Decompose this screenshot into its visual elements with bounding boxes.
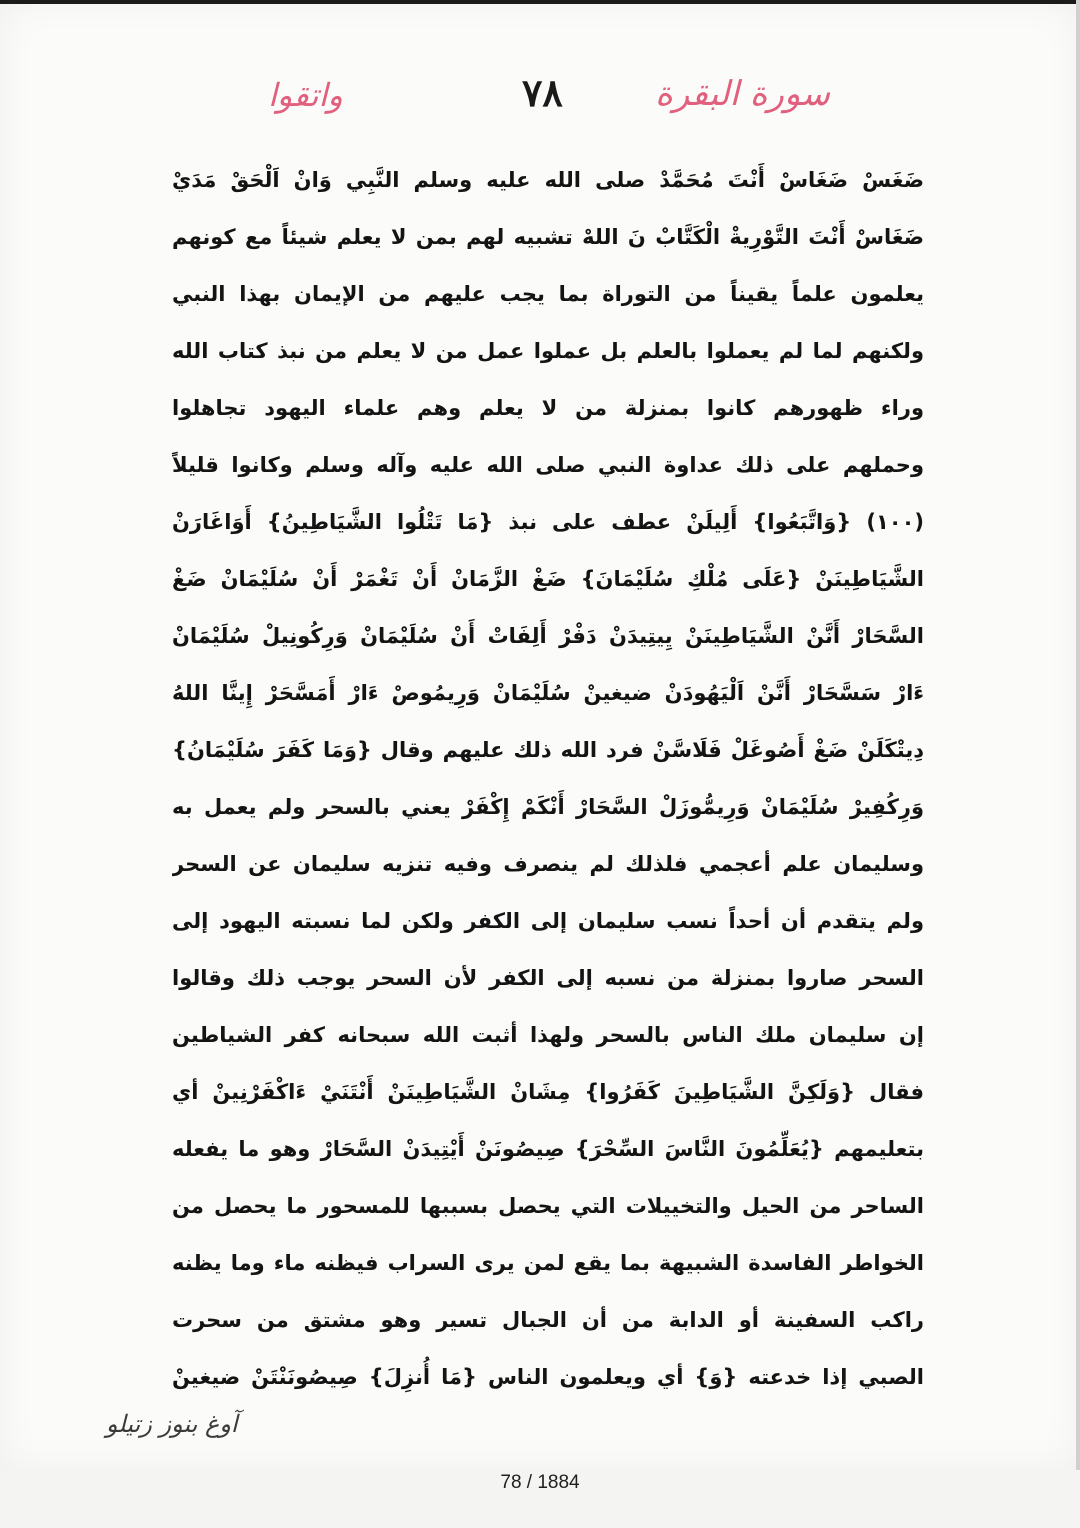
- text-line: إن سليمان ملك الناس بالسحر ولهذا أثبت الله سبحانه كفر الشياطين: [172, 1023, 924, 1047]
- footer-catchword: آوغ بنوز زتيلو: [106, 1410, 238, 1438]
- header-catchword: واتقوا: [268, 76, 343, 114]
- text-line: الصبي إذا خدعته {وَ} أي ويعلمون الناس {مَا أُنزِلَ} صِيصُونَنْتَنْ ضيغينْ: [172, 1365, 924, 1389]
- text-line: راكب السفينة أو الدابة من أن الجبال تسير وهو مشتق من سحرت: [172, 1308, 924, 1332]
- text-line: الشَّيَاطِينَنْ {عَلَى مُلْكِ سُلَيْمَانَ} ضَغْ الزَّمَانْ أَنْ تَغْمَرْ أَنْ سُلَيْمَانْ ضَغْ: [172, 567, 924, 591]
- text-line: بتعليمهم {يُعَلِّمُونَ النَّاسَ السِّحْرَ} صِيصُونَنْ أَيْتِيدَنْ السَّحَارْ وهو ما يفعله: [172, 1137, 924, 1161]
- text-line: ضَغَاسْ أَنْتَ التَّوْرِيةْ الْكَتَّابْ نَ اللهْ تشبيه لهم بمن لا يعلم شيئاً مع كونهم: [172, 225, 924, 249]
- text-line: فقال {وَلَكِنَّ الشَّيَاطِينَ كَفَرُوا} مِشَانْ الشَّيَاطِينَنْ أَنْتَنَيْ ءَاكْفَرْنِينْ أي: [172, 1080, 924, 1104]
- text-line: السحر صاروا بمنزلة من نسبه إلى الكفر لأن السحر يوجب ذلك وقالوا: [172, 966, 924, 990]
- text-line: وحملهم على ذلك عداوة النبي صلى الله عليه وآله وسلم وكانوا قليلاً: [172, 453, 924, 477]
- text-line: السَّحَارْ أَنَّنْ الشَّيَاطِينَنْ يِيتِيدَنْ دَفْرْ أَلِفَاتْ أَنْ سُلَيْمَانْ وَرِكُونِيلْ سُلَيْمَانْ: [172, 624, 924, 648]
- text-line: (١٠٠) {وَاتَّبَعُوا} أَلِيلَنْ عطف على نبذ {مَا تَتْلُوا الشَّيَاطِينُ} أَوَاغَارَنْ: [172, 510, 924, 534]
- text-line: ءَارْ سَسَّحَارْ أَنَّنْ اَلْيَهُودَنْ ضيغينْ سُلَيْمَانْ وَرِيمُوصْ ءَارْ أَمَسَّحَرْ إِينَّا اللهُ: [172, 681, 924, 705]
- text-line: ضَغَسْ ضَغَاسْ أَنْتَ مُحَمَّدْ صلى الله عليه وسلم النَّبِي وَانْ اَلْحَقْ مَدَيْ: [172, 168, 924, 192]
- body-text: [172, 152, 924, 1406]
- page-counter: 78 / 1884: [500, 1472, 580, 1493]
- page-number: ٧٨: [522, 70, 563, 115]
- text-line: وراء ظهورهم كانوا بمنزلة من لا يعلم وهم علماء اليهود تجاهلوا: [172, 396, 924, 420]
- text-line: وَرِكُفِيرْ سُلَيْمَانْ وَرِيمُّوزَلْ السَّحَارْ أَنْكَمْ إِكْفَرْ يعني بالسحر ولم يعمل به: [172, 795, 924, 819]
- text-line: الساحر من الحيل والتخييلات التي يحصل بسببها للمسحور ما يحصل من: [172, 1194, 924, 1218]
- text-line: وسليمان علم أعجمي فلذلك لم ينصرف وفيه تنزيه سليمان عن السحر: [172, 852, 924, 876]
- page-top-edge: [0, 0, 1080, 4]
- surah-name-heading: سورة البقرة: [655, 74, 830, 114]
- text-line: يعلمون علماً يقيناً من التوراة بما يجب عليهم من الإيمان بهذا النبي: [172, 282, 924, 306]
- text-line: ولم يتقدم أن أحداً نسب سليمان إلى الكفر ولكن لما نسبته اليهود إلى: [172, 909, 924, 933]
- text-line: دِيتْكَلَنْ ضَغْ أَصُوغَلْ فَلَاسَّنْ فرد الله ذلك عليهم وقال {وَمَا كَفَرَ سُلَيْمَانُ}: [172, 738, 924, 762]
- page-header: [0, 70, 1080, 140]
- text-line: الخواطر الفاسدة الشبيهة بما يقع لمن يرى السراب فيظنه ماء وما يظنه: [172, 1251, 924, 1275]
- text-line: ولكنهم لما لم يعملوا بالعلم بل عملوا عمل من لا يعلم من نبذ كتاب الله: [172, 339, 924, 363]
- page-right-edge: [1076, 0, 1080, 1470]
